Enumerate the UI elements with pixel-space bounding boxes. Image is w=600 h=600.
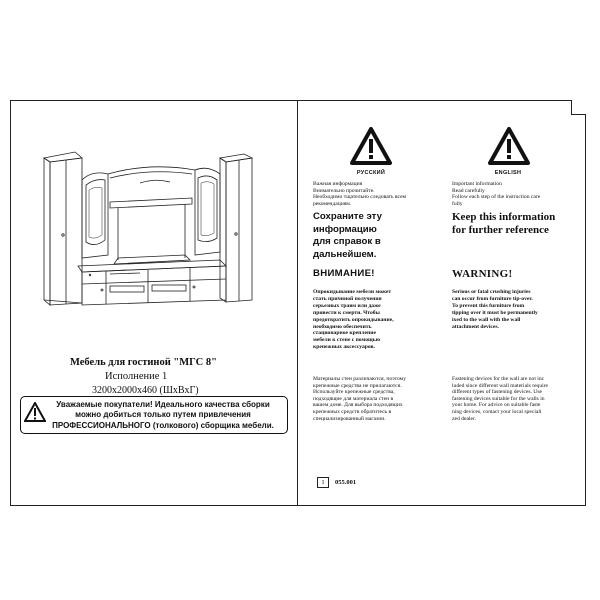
en-keep-information: Keep this information for further reference [452, 211, 556, 236]
en-info-text: Important information Read carefully Follow each step of the instruction care fully [452, 181, 541, 207]
document-code: 055.001 [335, 479, 357, 486]
folded-corner [571, 100, 586, 115]
ru-keep-information: Сохраните эту информацию для справок в дальнейшем. [313, 211, 382, 260]
product-dimensions: 3200х2000х460 (ШхВхГ) [92, 385, 199, 396]
living-room-furniture-illustration [30, 140, 260, 308]
product-variant: Исполнение 1 [105, 371, 168, 382]
lang-label-russian: РУССКИЙ [356, 170, 386, 176]
en-fastening-text: Fastening devices for the wall are not inc luded since different wall materials require different types of fastening devices. Use fastening devices suitable for the walls in your home. For advice on suitable faste ning devices, contact your local speciali zed dealer. [452, 376, 549, 422]
ru-info-text: Важная информация Внимательно прочитайте. Необходимо тщательно следовать всем рекомендациям. [313, 181, 407, 207]
en-warning-title: WARNING! [452, 268, 513, 280]
page-number: 1 [317, 477, 329, 488]
ru-fastening-text: Материалы стен различаются, поэтому крепежные средства не прилагаются. Используйте крепежные средства, подходящие для материала стен в вашем доме. Для выбора подходящих крепежных средств обратитесь в специализированный магазин. [313, 376, 407, 422]
page-fold-divider [297, 100, 298, 506]
warning-triangle-icon [487, 126, 531, 166]
ru-warning-title: ВНИМАНИЕ! [313, 268, 375, 279]
product-title: Мебель для гостиной "МГС 8" [70, 357, 217, 368]
ru-warning-text: Опрокидывание мебели может стать причиной получения серьезных травм или даже привести к смерти. Чтобы предотвратить опрокидывание, необходимо обеспечить стационарное крепление мебели к стене с помощью крепежных аксессуаров. [313, 289, 394, 351]
assembly-notice-text: Уважаемые покупатели! Идеального качества сборки можно добиться только путем привлечения ПРОФЕССИОНАЛЬНОГО (толкового) сборщика мебели. [52, 400, 274, 430]
warning-triangle-icon [349, 126, 393, 166]
en-warning-text: Serious or fatal crushing injuries can occur from furniture tip-over. To prevent this furniture from tipping over it must be permanently ixed to the wall with the wall attachment devices. [452, 289, 538, 330]
warning-triangle-icon [24, 402, 46, 422]
lang-label-english: ENGLISH [494, 170, 522, 176]
